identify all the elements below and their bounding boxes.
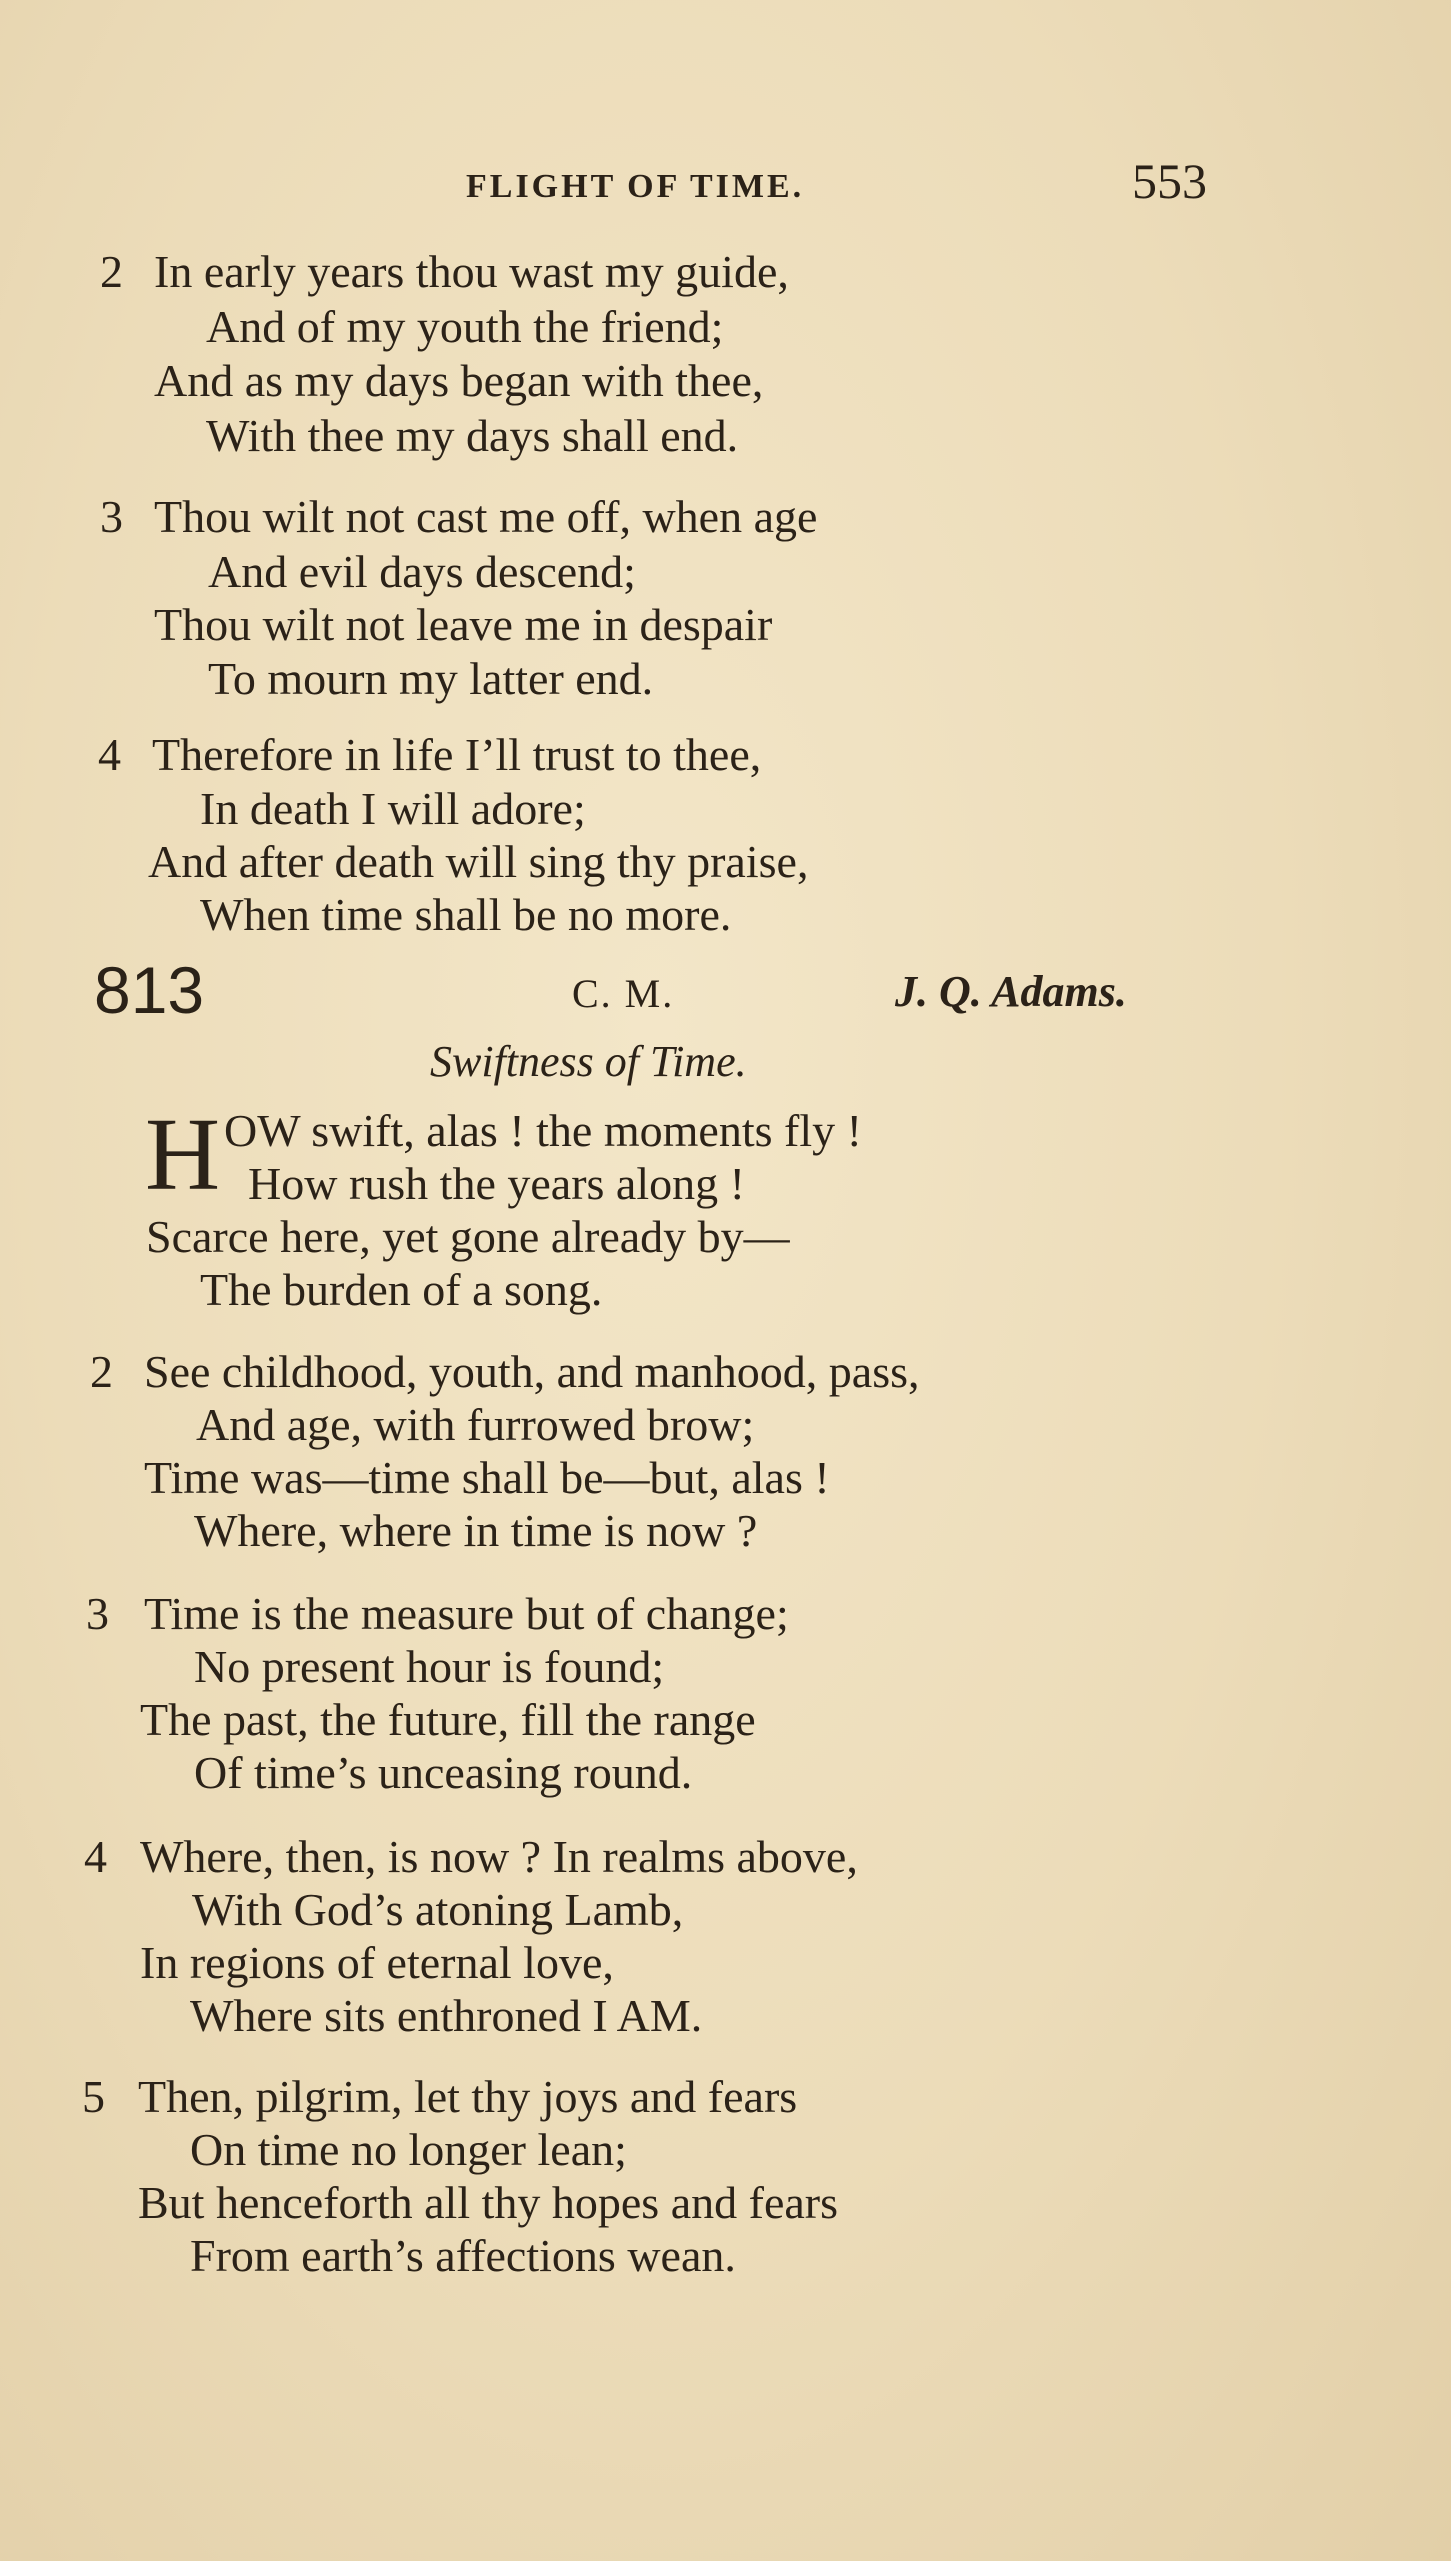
- running-header: FLIGHT OF TIME.: [466, 168, 805, 205]
- verse-line: See childhood, youth, and manhood, pass,: [144, 1346, 920, 1397]
- verse-line: And of my youth the friend;: [206, 301, 724, 352]
- verse-line: In death I will adore;: [200, 783, 586, 834]
- verse-line: And age, with furrowed brow;: [196, 1399, 755, 1450]
- verse-line: In early years thou wast my guide,: [154, 246, 789, 297]
- stanza-number: 4: [84, 1831, 107, 1882]
- verse-line: But henceforth all thy hopes and fears: [138, 2177, 838, 2228]
- stanza-number: 4: [98, 729, 121, 780]
- verse-line: Where, then, is now ? In realms above,: [140, 1831, 858, 1882]
- verse-line: Thou wilt not leave me in despair: [154, 599, 773, 650]
- verse-line: Therefore in life I’ll trust to thee,: [152, 729, 762, 780]
- verse-line: Then, pilgrim, let thy joys and fears: [138, 2071, 798, 2122]
- verse-line: OW swift, alas ! the moments fly !: [224, 1105, 862, 1156]
- stanza-number: 2: [100, 246, 123, 297]
- verse-line: Time is the measure but of change;: [144, 1588, 789, 1639]
- stanza-number: 3: [86, 1588, 109, 1639]
- verse-line: Time was—time shall be—but, alas !: [144, 1452, 830, 1503]
- stanza-number: 2: [90, 1346, 113, 1397]
- verse-line: Of time’s unceasing round.: [194, 1747, 693, 1798]
- hymn-title: Swiftness of Time.: [430, 1037, 747, 1086]
- stanza-number: 5: [82, 2071, 105, 2122]
- verse-line: On time no longer lean;: [190, 2124, 627, 2175]
- verse-line: From earth’s affections wean.: [190, 2230, 736, 2281]
- verse-line: How rush the years along !: [248, 1158, 745, 1209]
- verse-line: And evil days descend;: [208, 546, 636, 597]
- verse-line: Scarce here, yet gone already by—: [146, 1211, 790, 1262]
- verse-line: And after death will sing thy praise,: [148, 836, 809, 887]
- hymn-meter: C. M.: [572, 971, 675, 1016]
- page-number: 553: [1132, 153, 1207, 209]
- verse-line: With thee my days shall end.: [206, 410, 739, 461]
- verse-line: The past, the future, fill the range: [140, 1694, 756, 1745]
- verse-line: To mourn my latter end.: [208, 653, 654, 704]
- verse-line: Where sits enthroned I AM.: [190, 1990, 703, 2041]
- verse-line: In regions of eternal love,: [140, 1937, 614, 1988]
- verse-line: When time shall be no more.: [200, 889, 732, 940]
- verse-line: And as my days began with thee,: [154, 355, 764, 406]
- verse-line: Thou wilt not cast me off, when age: [154, 491, 818, 542]
- stanza-number: 3: [100, 491, 123, 542]
- verse-line: With God’s atoning Lamb,: [192, 1884, 684, 1935]
- verse-line: The burden of a song.: [200, 1264, 603, 1315]
- verse-line: Where, where in time is now ?: [194, 1505, 758, 1556]
- hymn-number: 813: [94, 953, 205, 1027]
- verse-line: No present hour is found;: [194, 1641, 665, 1692]
- drop-cap: H: [145, 1097, 221, 1212]
- hymn-author: J. Q. Adams.: [895, 967, 1127, 1016]
